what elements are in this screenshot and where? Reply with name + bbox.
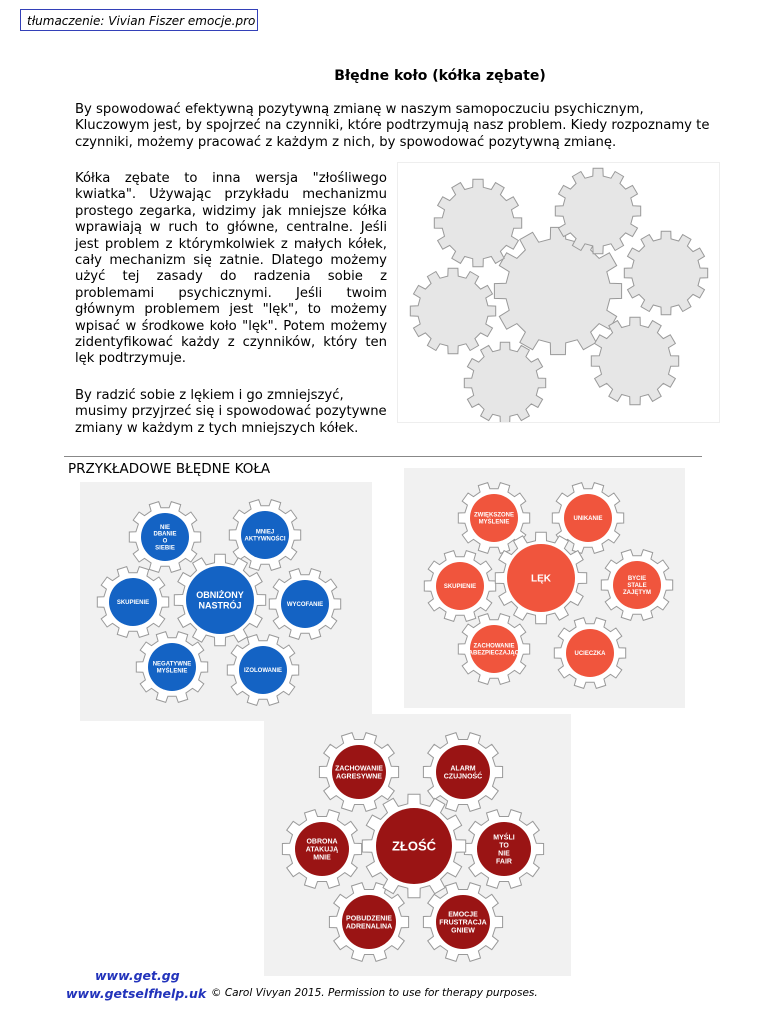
red-center-label: ZŁOŚĆ [391, 838, 437, 854]
depression-gears-diagram [80, 482, 372, 721]
copyright-notice: © Carol Vivyan 2015. Permission to use for therapy purposes. [211, 987, 538, 999]
red-gear-label-5: POBUDZENIE ADRENALINA [345, 915, 393, 931]
explanation-paragraph-2: Dlatego możemy użyć tej zasady do radzenia sobie z problemami psychicznymi. Jeśli twoim głównym problemem jest "lęk", to możemy wpisać w środkowe koło "lęk". Potem możemy zidentyfikować każdy z czynników, który ten lęk podtrzymuje. [75, 253, 387, 367]
conclusion-paragraph: By radzić sobie z lękiem i go zmniejszyć, musimy przyjrzeć się i spowodować pozytywne zmiany w każdym z tych mniejszych kółek. [75, 388, 387, 436]
grey-gear-6 [464, 342, 545, 422]
grey-gear-7 [591, 317, 678, 404]
blue-gear-label-5: NEGATYWNE MYŚLENIE [152, 661, 192, 675]
explanation-text [75, 171, 387, 368]
red-gear-label-1: ZACHOWANIE AGRESYWNE [335, 765, 383, 781]
blue-gear-label-6: SKUPIENIE [116, 600, 150, 607]
grey-gear-4 [624, 231, 707, 314]
gears-illustration [397, 162, 720, 423]
orange-gear-label-3: BYCIE STALE ZAJĘTYM [622, 576, 652, 596]
explanation-paragraph-1: Kółka zębate to inna wersja "złośliwego kwiatka". Używając przykładu mechanizmu prostego zegarka, widzimy jak mniejsze kółka wprawiają w ruch to główne, centralne. Jeśli jest problem z którymkolwiek z małych kółek, cały mechanizm się zatnie. [75, 171, 387, 269]
orange-gear-label-1: ZWIĘKSZONE MYŚLENIE [474, 512, 514, 526]
red-gear-label-3: MYŚLI TO NIE FAIR [493, 834, 515, 866]
red-gear-label-2: ALARM CZUJNOŚĆ [443, 765, 483, 781]
blue-gear-label-4: IZOLOWANIE [244, 668, 282, 675]
orange-gear-label-2: UNIKANIE [573, 516, 603, 523]
red-gear-label-6: OBRONA ATAKUJĄ MNIE [305, 838, 339, 862]
red-gear-label-4: EMOCJE FRUSTRACJA GNIEW [439, 911, 487, 935]
examples-heading: PRZYKŁADOWE BŁĘDNE KOŁA [68, 461, 271, 477]
website-link-getselfhelp[interactable]: www.getselfhelp.uk [66, 986, 207, 1001]
orange-gear-label-4: UCIECZKA [574, 651, 606, 658]
translator-credit: tłumaczenie: Vivian Fiszer emocje.pro [20, 9, 258, 31]
blue-gear-label-2: MNIEJ AKTYWNOŚCI [244, 529, 286, 543]
blue-center-label: OBNIŻONY NASTRÓJ [196, 589, 244, 611]
page-title: Błędne koło (kółka zębate) [334, 68, 546, 84]
anger-gears-diagram [264, 714, 571, 976]
website-link-get-gg[interactable]: www.get.gg [95, 968, 180, 983]
orange-center-label: LĘK [531, 573, 551, 585]
blue-gear-label-1: NIE DBANIE O SIEBIE [153, 524, 177, 552]
section-divider [64, 456, 702, 457]
orange-gear-label-5: ZACHOWANIE ZABEZPIECZAJĄCE [464, 643, 524, 657]
blue-gear-label-3: WYCOFANIE [286, 602, 324, 609]
intro-paragraph: By spowodować efektywną pozytywną zmianę w naszym samopoczuciu psychicznym, Kluczowym jest, by spojrzeć na czynniki, które podtrzymują nasz problem. Kiedy rozpoznamy te czynniki, możemy pracować z każdym z nich, by spowodować pozytywną zmianę. [75, 102, 710, 150]
orange-gear-label-6: SKUPIENIE [443, 584, 477, 591]
anxiety-gears-diagram [404, 468, 685, 708]
grey-gear-5 [410, 268, 495, 353]
